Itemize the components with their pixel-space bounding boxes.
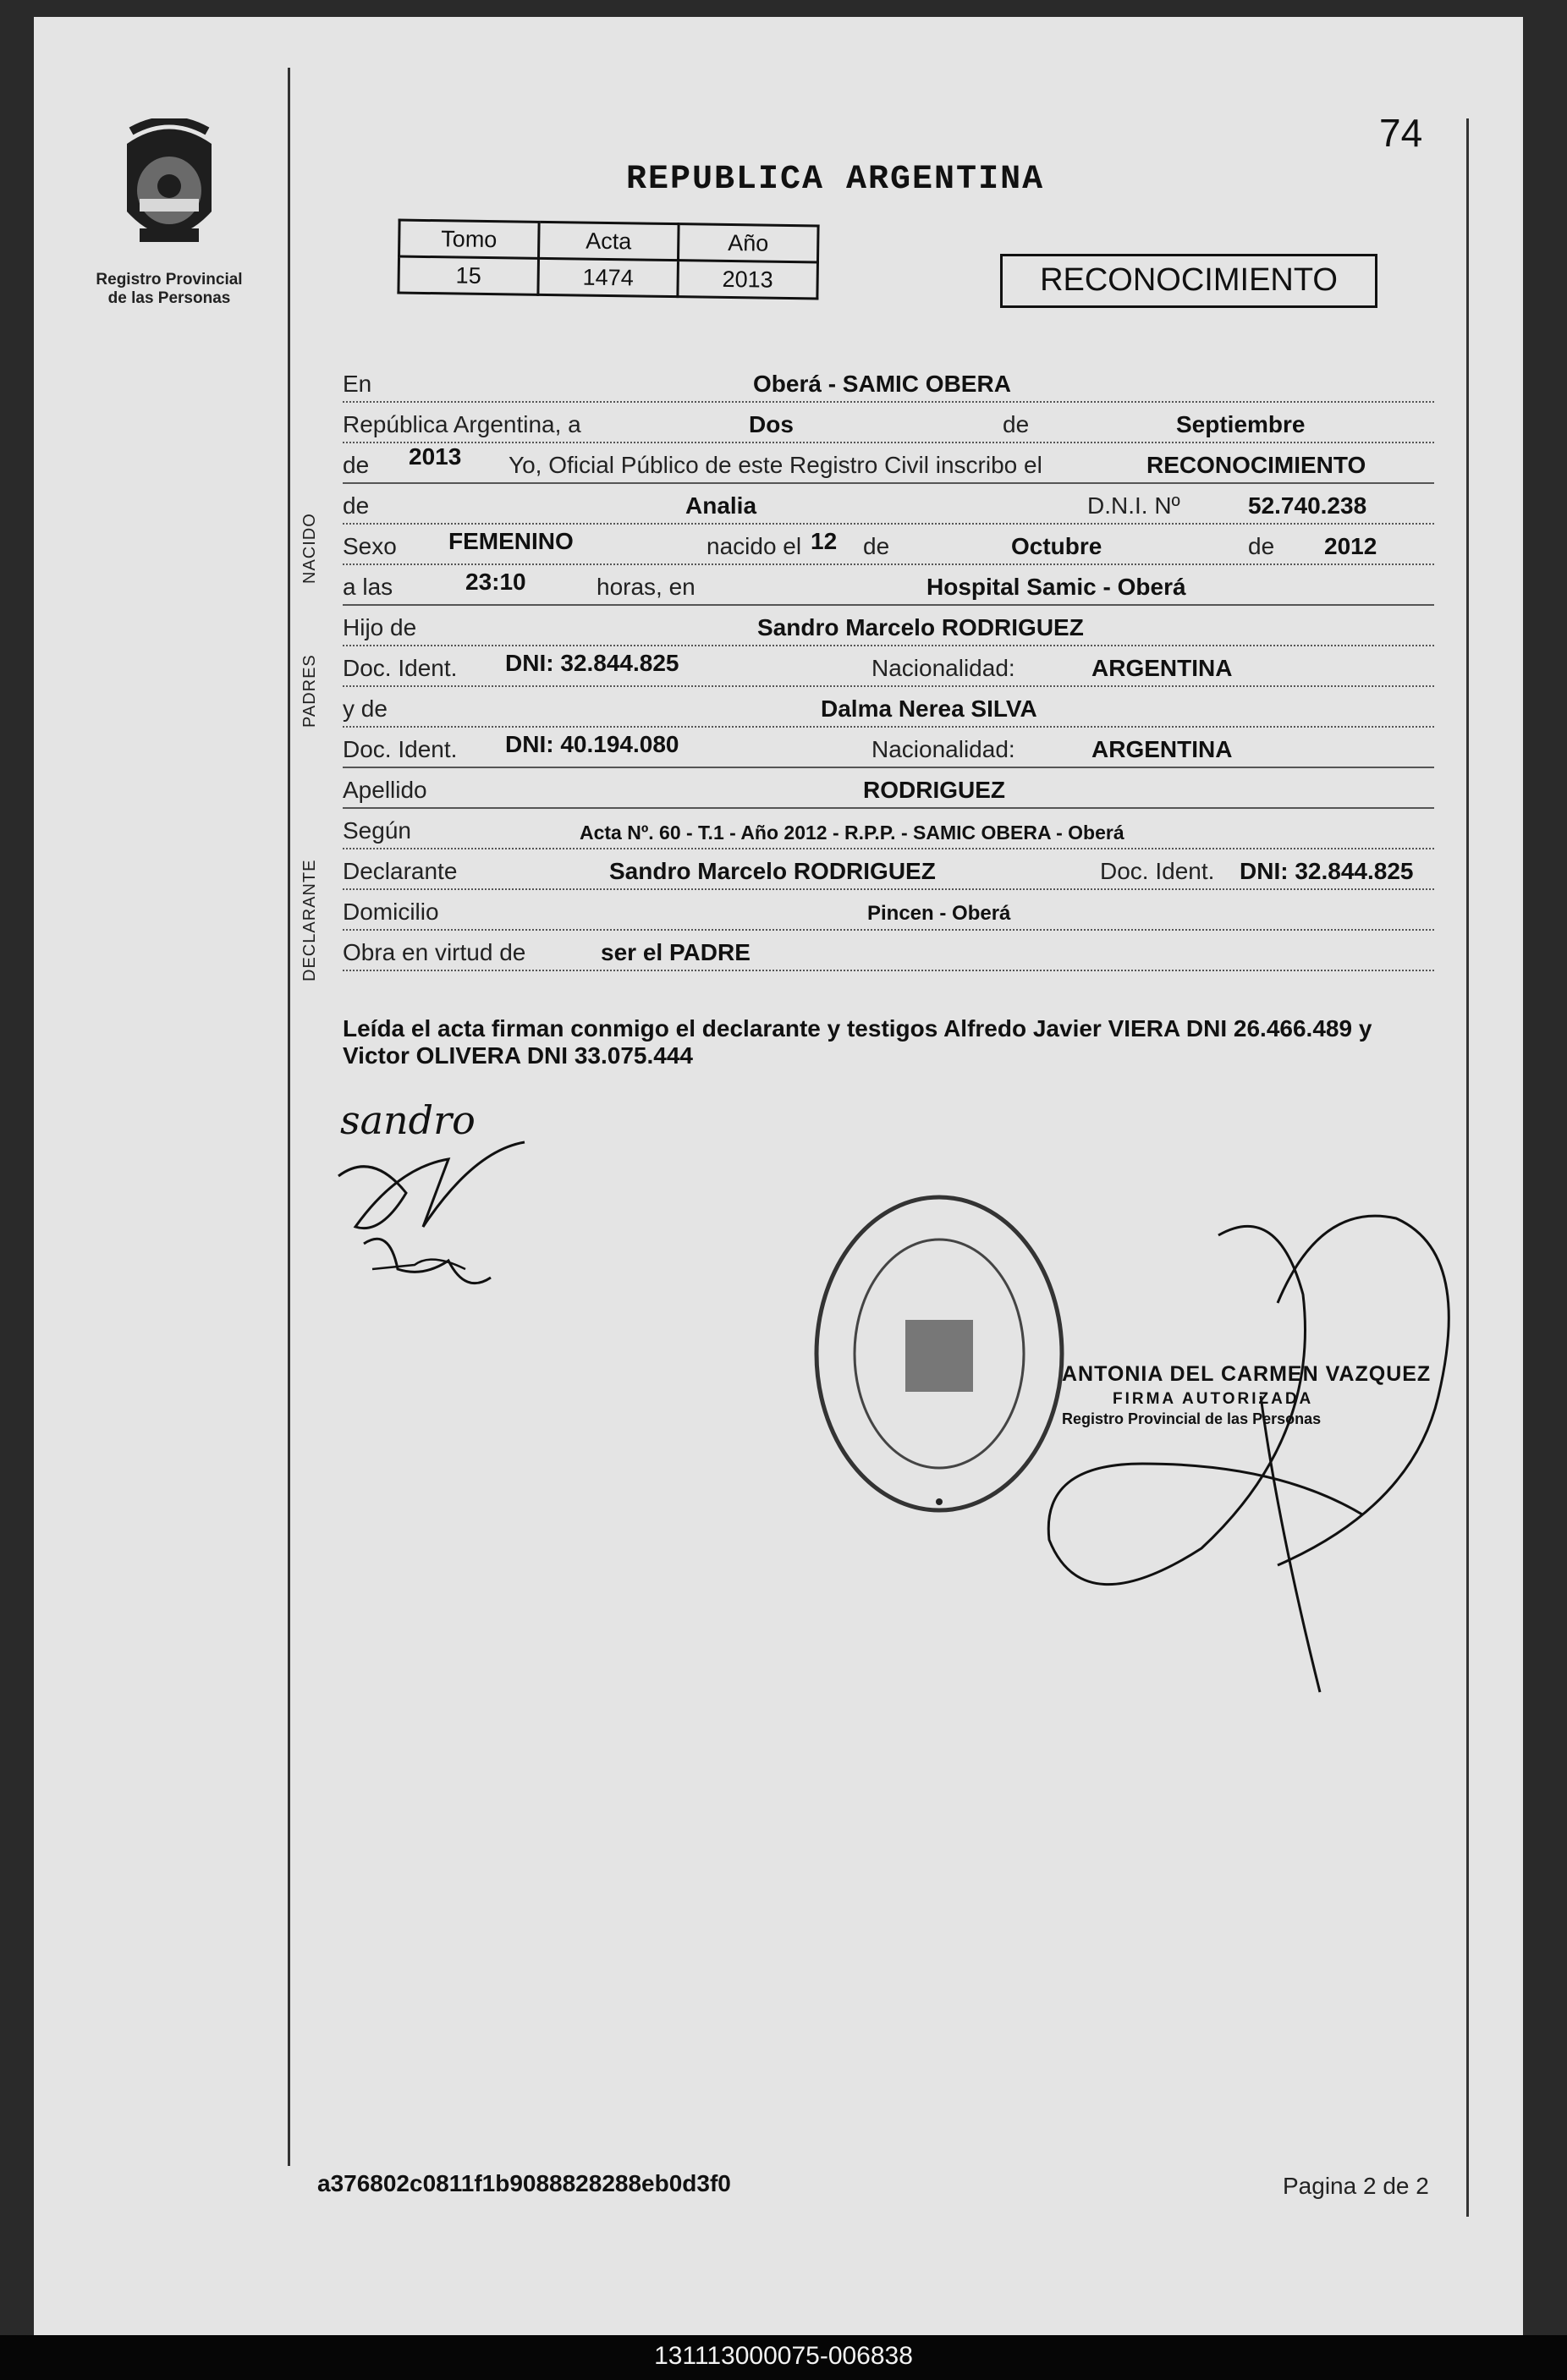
value-padre: Sandro Marcelo RODRIGUEZ: [757, 614, 1084, 640]
stamp-name: ANTONIA DEL CARMEN VAZQUEZ: [1062, 1362, 1432, 1386]
line-domicilio: [343, 892, 1434, 931]
registry-header-tomo: Tomo: [399, 220, 540, 258]
line-madre: [343, 689, 1434, 728]
label-de-mid: de: [1003, 411, 1030, 437]
value-sexo: FEMENINO: [448, 528, 574, 554]
line-padre-doc: [343, 648, 1434, 687]
record-type-box: RECONOCIMIENTO: [1000, 254, 1377, 308]
label-yo: Yo, Oficial Público de este Registro Civil inscribo el: [509, 452, 1042, 478]
value-segun: Acta Nº. 60 - T.1 - Año 2012 - R.P.P. - SAMIC OBERA - Oberá: [580, 822, 1124, 844]
label-nacionalidad-madre: Nacionalidad:: [871, 736, 1015, 762]
registry-value-acta: 1474: [538, 258, 679, 296]
registry-header-row: [399, 220, 819, 262]
value-lugar: Oberá - SAMIC OBERA: [753, 371, 1011, 397]
logo-caption-line1: Registro Provincial: [96, 271, 243, 289]
side-label-declarante: DECLARANTE: [300, 859, 319, 981]
label-horas: horas, en: [597, 574, 696, 600]
registry-value-anio: 2013: [678, 261, 818, 299]
label-nacido: nacido el: [707, 533, 802, 559]
line-madre-doc: [343, 729, 1434, 768]
value-madre-doc: DNI: 40.194.080: [505, 731, 679, 757]
label-a-las: a las: [343, 574, 393, 600]
value-apellido: RODRIGUEZ: [863, 777, 1005, 803]
registry-header-acta: Acta: [539, 222, 679, 260]
value-nac-mes: Octubre: [1011, 533, 1102, 559]
label-apellido: Apellido: [343, 777, 427, 803]
line-republica: [343, 404, 1434, 443]
line-de-anio: [343, 445, 1434, 484]
line-apellido: [343, 770, 1434, 809]
label-obra: Obra en virtud de: [343, 939, 526, 965]
signature-sandro: sandro: [340, 1097, 476, 1143]
value-hora: 23:10: [465, 569, 526, 595]
label-republica: República Argentina, a: [343, 411, 581, 437]
value-madre-nac: ARGENTINA: [1091, 736, 1233, 762]
page-number: 74: [1379, 111, 1423, 155]
registry-header-anio: Año: [678, 224, 818, 262]
label-declarante: Declarante: [343, 858, 458, 884]
line-en: [343, 364, 1434, 403]
label-de-start: de: [343, 452, 370, 478]
value-declarante: Sandro Marcelo RODRIGUEZ: [609, 858, 936, 884]
registry-value-tomo: 15: [399, 256, 539, 294]
label-dni: D.N.I. Nº: [1087, 492, 1180, 519]
label-doc-ident-padre: Doc. Ident.: [343, 655, 458, 681]
stamp-org: Registro Provincial de las Personas: [1062, 1410, 1322, 1427]
label-doc-ident-madre: Doc. Ident.: [343, 736, 458, 762]
label-de-month: de: [863, 533, 890, 559]
label-hijo-de: Hijo de: [343, 614, 417, 640]
value-nac-anio: 2012: [1324, 533, 1377, 559]
label-segun: Según: [343, 817, 411, 844]
stamp-role: FIRMA AUTORIZADA: [1113, 1390, 1314, 1408]
document-hash: a376802c0811f1b9088828288eb0d3f0: [317, 2170, 731, 2196]
value-tipo: RECONOCIMIENTO: [1146, 452, 1366, 478]
coat-of-arms-icon: [114, 118, 224, 262]
label-de-name: de: [343, 492, 370, 519]
label-en: En: [343, 371, 372, 397]
scan-id-text: 131113000075-006838: [654, 2342, 913, 2370]
page-indicator: Pagina 2 de 2: [1283, 2173, 1429, 2199]
value-domicilio: Pincen - Oberá: [867, 902, 1011, 925]
document-title: REPUBLICA ARGENTINA: [626, 161, 1045, 199]
label-sexo: Sexo: [343, 533, 397, 559]
line-sexo: [343, 526, 1434, 565]
value-madre: Dalma Nerea SILVA: [821, 695, 1037, 722]
value-padre-nac: ARGENTINA: [1091, 655, 1233, 681]
value-lugar-nac: Hospital Samic - Oberá: [926, 574, 1186, 600]
value-declarante-doc: DNI: 32.844.825: [1240, 858, 1414, 884]
record-body: [343, 364, 1434, 973]
closing-statement: Leída el acta firman conmigo el declarante y testigos Alfredo Javier VIERA DNI 26.466.489 y Victor OLIVERA DNI 33.075.444: [343, 1015, 1372, 1069]
label-nacionalidad-padre: Nacionalidad:: [871, 655, 1015, 681]
value-padre-doc: DNI: 32.844.825: [505, 650, 679, 676]
handwritten-signatures: [322, 1083, 592, 1371]
value-anio: 2013: [409, 443, 462, 470]
line-segun: [343, 811, 1434, 849]
value-nac-dia: 12: [811, 528, 838, 554]
label-domicilio: Domicilio: [343, 899, 439, 925]
logo-caption-line2: de las Personas: [107, 289, 231, 307]
line-obra: [343, 932, 1434, 971]
value-dia: Dos: [749, 411, 794, 437]
line-declarante: [343, 851, 1434, 890]
line-hora: [343, 567, 1434, 606]
line-nombre: [343, 486, 1434, 525]
label-doc-ident-declarante: Doc. Ident.: [1100, 858, 1215, 884]
value-obra: ser el PADRE: [601, 939, 751, 965]
label-y-de: y de: [343, 695, 388, 722]
registry-value-row: [399, 256, 818, 299]
registry-table: [397, 219, 819, 300]
official-signature: [998, 1185, 1489, 1709]
value-nombre: Analia: [685, 492, 757, 519]
province-logo: [85, 118, 254, 308]
label-de-year: de: [1248, 533, 1275, 559]
line-padre: [343, 607, 1434, 646]
signatures: [322, 1083, 592, 1375]
left-margin-rule: [288, 68, 290, 2166]
value-mes: Septiembre: [1176, 411, 1306, 437]
side-label-padres: PADRES: [300, 654, 319, 728]
right-margin-rule: [1466, 118, 1469, 2217]
value-dni: 52.740.238: [1248, 492, 1367, 519]
side-label-nacido: NACIDO: [300, 513, 319, 584]
